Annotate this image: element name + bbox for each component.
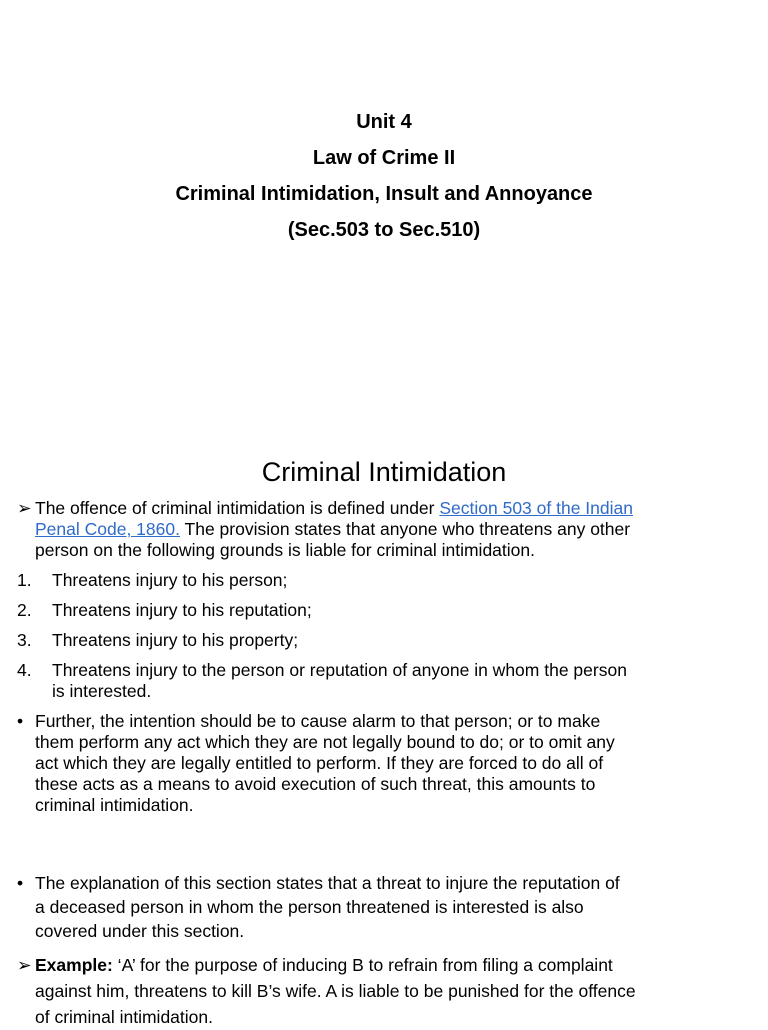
list-text: Threatens injury to his reputation;: [52, 600, 312, 620]
arrow-bullet-icon: ➢: [17, 955, 32, 975]
bullet-paragraph-explanation: [17, 871, 757, 943]
intro-text-line3: person on the following grounds is liable for criminal intimidation.: [35, 540, 535, 560]
list-text: Threatens injury to his property;: [52, 630, 299, 650]
list-item: [17, 660, 757, 702]
topic-title: Criminal Intimidation, Insult and Annoyance: [175, 183, 593, 205]
paragraph-line: act which they are legally entitled to perform. If they are forced to do all of: [35, 753, 604, 773]
paragraph-line: criminal intimidation.: [35, 795, 194, 815]
ipc-section-link-cont[interactable]: Penal Code, 1860.: [35, 519, 180, 539]
paragraph-line: a deceased person in whom the person threatened is interested is also: [35, 897, 584, 917]
intro-text-cont: The provision states that anyone who threatens any other: [179, 519, 631, 539]
list-number: 1.: [17, 570, 32, 590]
list-number: 2.: [17, 600, 32, 620]
paragraph-line: The explanation of this section states that a threat to injure the reputation of: [35, 873, 620, 893]
slide-heading: Criminal Intimidation: [261, 457, 507, 487]
list-number: 4.: [17, 660, 32, 680]
intro-text: The offence of criminal intimidation is defined under: [35, 498, 440, 518]
slide-content: [17, 498, 757, 1030]
course-title: Law of Crime II: [312, 147, 456, 169]
list-item: [17, 600, 757, 621]
paragraph-line: covered under this section.: [35, 921, 245, 941]
example-paragraph: [17, 952, 757, 1030]
ipc-section-link[interactable]: Section 503 of the Indian: [439, 498, 633, 518]
bullet-dot-icon: •: [17, 873, 24, 893]
content-slide: [0, 440, 768, 1027]
example-text: ‘A’ for the purpose of inducing B to refrain from filing a complaint: [112, 955, 613, 975]
list-item: [17, 630, 757, 651]
bullet-paragraph-intention: [17, 711, 757, 816]
example-text-line2: against him, threatens to kill B’s wife. A is liable to be punished for the offence: [35, 981, 636, 1001]
section-range: (Sec.503 to Sec.510): [287, 219, 481, 241]
title-block: [0, 104, 768, 248]
intro-paragraph: [17, 498, 757, 561]
paragraph-line: these acts as a means to avoid execution of such threat, this amounts to: [35, 774, 596, 794]
example-text-line3: of criminal intimidation.: [35, 1007, 213, 1027]
list-number: 3.: [17, 630, 32, 650]
unit-title: Unit 4: [356, 111, 412, 133]
paragraph-line: Further, the intention should be to cause alarm to that person; or to make: [35, 711, 601, 731]
bullet-dot-icon: •: [17, 711, 24, 731]
example-label: Example:: [35, 955, 113, 975]
list-text: Threatens injury to his person;: [52, 570, 288, 590]
list-text: Threatens injury to the person or reputation of anyone in whom the person: [52, 660, 627, 680]
list-item: [17, 570, 757, 591]
arrow-bullet-icon: ➢: [17, 498, 32, 518]
paragraph-line: them perform any act which they are not legally bound to do; or to omit any: [35, 732, 615, 752]
list-text-cont: is interested.: [52, 681, 152, 701]
title-slide: [0, 0, 768, 432]
